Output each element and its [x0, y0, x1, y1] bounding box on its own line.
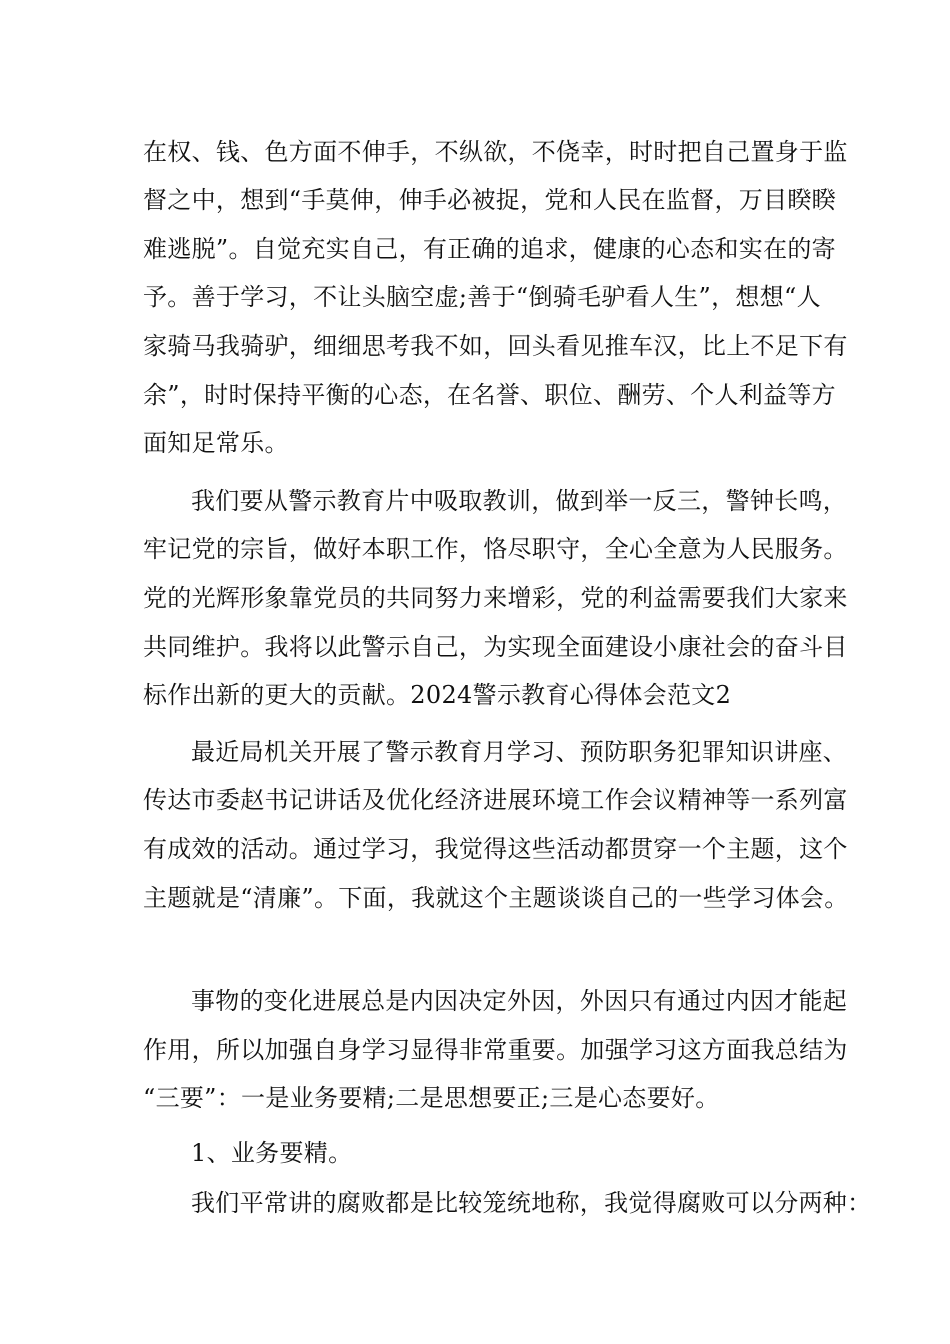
text-line: 标作出新的更大的贡献。2024警示教育心得体会范文2 [143, 681, 732, 709]
text-line: 传达市委赵书记讲话及优化经济进展环境工作会议精神等一系列富 [143, 786, 848, 814]
text-line: 在权、钱、色方面不伸手，不纵欲，不侥幸，时时把自己置身于监 [143, 138, 848, 166]
text-line: 党的光辉形象靠党员的共同努力来增彩，党的利益需要我们大家来 [143, 584, 848, 612]
text-line: 家骑马我骑驴，细细思考我不如，回头看见推车汉，比上不足下有 [143, 332, 848, 360]
text-line: 共同维护。我将以此警示自己，为实现全面建设小康社会的奋斗目 [143, 633, 848, 661]
text-line: 主题就是“清廉”。下面，我就这个主题谈谈自己的一些学习体会。 [143, 884, 849, 912]
text-line: 牢记党的宗旨，做好本职工作，恪尽职守，全心全意为人民服务。 [143, 535, 848, 563]
text-line: 余”，时时保持平衡的心态，在名誉、职位、酬劳、个人利益等方 [143, 381, 836, 409]
text-line: 予。善于学习，不让头脑空虚;善于“倒骑毛驴看人生”，想想“人 [143, 283, 821, 311]
text-line: 督之中，想到“手莫伸，伸手必被捉，党和人民在监督，万目睽睽 [143, 186, 836, 214]
text-line: 我们要从警示教育片中吸取教训，做到举一反三，警钟长鸣， [191, 487, 848, 515]
text-line: 难逃脱”。自觉充实自己，有正确的追求，健康的心态和实在的寄 [143, 235, 836, 263]
text-line: 我们平常讲的腐败都是比较笼统地称，我觉得腐败可以分两种： [191, 1189, 872, 1217]
list-item-heading: 1、业务要精。 [191, 1139, 353, 1167]
text-line: 作用，所以加强自身学习显得非常重要。加强学习这方面我总结为 [143, 1036, 848, 1064]
text-line: 面知足常乐。 [143, 429, 289, 457]
text-line: 有成效的活动。通过学习，我觉得这些活动都贯穿一个主题，这个 [143, 835, 848, 863]
text-line: 事物的变化进展总是内因决定外因，外因只有通过内因才能起 [191, 987, 848, 1015]
text-line: 最近局机关开展了警示教育月学习、预防职务犯罪知识讲座、 [191, 738, 848, 766]
text-line: “三要”：一是业务要精;二是思想要正;三是心态要好。 [143, 1084, 720, 1112]
